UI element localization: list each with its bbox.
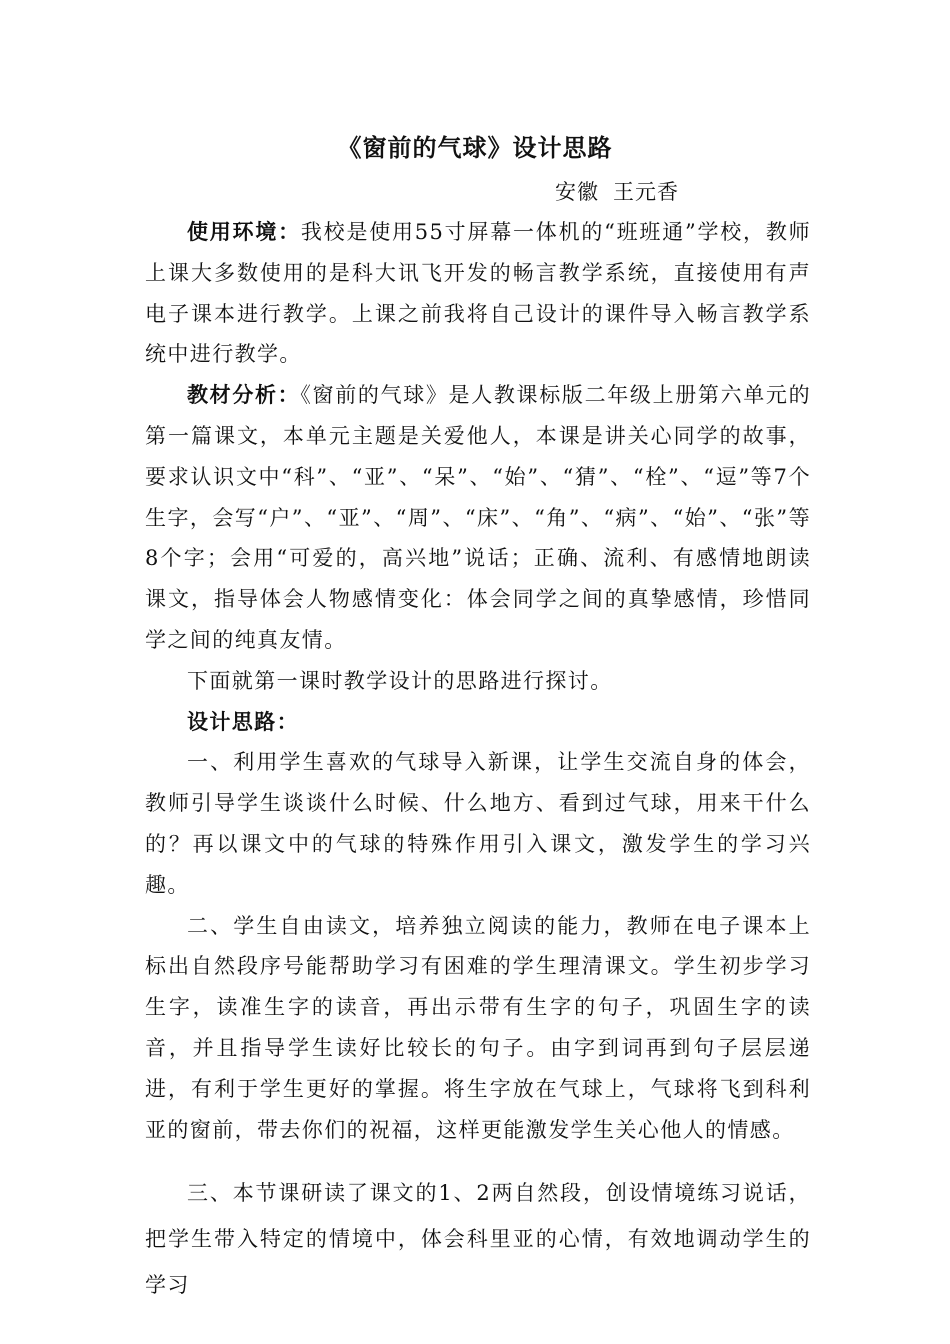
author-name: 王元香 (613, 180, 679, 204)
document-body (145, 212, 811, 1308)
step3-paragraph: 三、本节课研读了课文的1、2两自然段，创设情境练习说话，把学生带入特定的情境中，体会科里亚的心情，有效地调动学生的学习 (145, 1181, 811, 1298)
document-title: 《窗前的气球》设计思路 (337, 134, 613, 162)
author-line (555, 176, 679, 206)
author-region: 安徽 (555, 180, 599, 204)
paragraph-gap (145, 1150, 811, 1170)
environment-text: 我校是使用55寸屏幕一体机的“班班通”学校，教师上课大多数使用的是科大讯飞开发的畅言教学系统，直接使用有声电子课本进行教学。上课之前我将自己设计的课件导入畅言教学系统中进行教学。 (145, 220, 811, 367)
environment-label: 使用环境： (187, 220, 301, 244)
analysis-paragraph (145, 375, 811, 661)
step1-paragraph: 一、利用学生喜欢的气球导入新课，让学生交流自身的体会，教师引导学生谈谈什么时候、什么地方、看到过气球，用来干什么的？再以课文中的气球的特殊作用引入课文，激发学生的学习兴趣。 (145, 750, 811, 897)
environment-paragraph (145, 212, 811, 375)
intro-paragraph: 下面就第一课时教学设计的思路进行探讨。 (187, 668, 613, 693)
analysis-label: 教材分析： (187, 383, 301, 408)
analysis-text: 《窗前的气球》是人教课标版二年级上册第六单元的第一篇课文，本单元主题是关爱他人，本课是讲关心同学的故事，要求认识文中“科”、“亚”、“呆”、“始”、“猜”、“栓”、“逗”等7个生字，会写“户”、“亚”、“周”、“床”、“角”、“病”、“始”、“张”等8个字；会用“可爱的，高兴地”说话；正确、流利、有感情地朗读课文，指导体会人物感情变化：体会同学之间的真挚感情，珍惜同学之间的纯真友情。 (145, 383, 812, 652)
design-label: 设计思路： (187, 709, 299, 734)
design-heading (145, 702, 811, 743)
step2-paragraph: 二、学生自由读文，培养独立阅读的能力，教师在电子课本上标出自然段序号能帮助学习有困难的学生理清课文。学生初步学习生字，读准生字的读音，再出示带有生字的句子，巩固生字的读音，并且指导学生读好比较长的句子。由字到词再到句子层层递进，有利于学生更好的掌握。将生字放在气球上，气球将飞到科利亚的窗前，带去你们的祝福，这样更能激发学生关心他人的情感。 (145, 913, 811, 1142)
